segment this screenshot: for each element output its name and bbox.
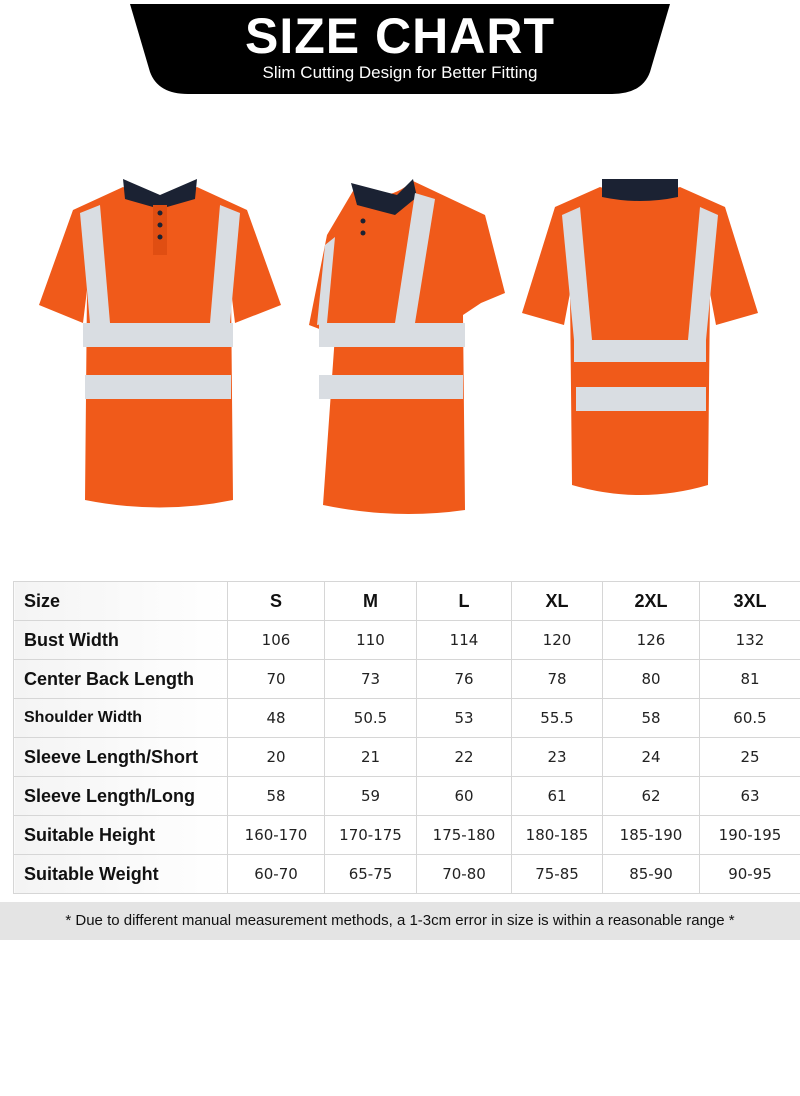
table-cell: 58	[603, 699, 700, 738]
table-cell: 170-175	[325, 816, 417, 855]
table-cell: 160-170	[228, 816, 325, 855]
table-cell: 185-190	[603, 816, 700, 855]
front-view-shirt-image	[35, 175, 285, 515]
table-row	[14, 660, 800, 699]
table-row	[14, 738, 800, 777]
table-cell: 110	[325, 621, 417, 660]
table-cell: 70	[228, 660, 325, 699]
table-row	[14, 699, 800, 738]
row-label: Suitable Weight	[14, 855, 228, 894]
column-header-2xl: 2XL	[603, 582, 700, 621]
table-cell: 114	[417, 621, 512, 660]
row-label: Suitable Height	[14, 816, 228, 855]
table-cell: 65-75	[325, 855, 417, 894]
table-cell: 62	[603, 777, 700, 816]
table-cell: 126	[603, 621, 700, 660]
size-chart-table	[13, 581, 800, 894]
table-cell: 22	[417, 738, 512, 777]
table-cell: 60	[417, 777, 512, 816]
column-header-s: S	[228, 582, 325, 621]
table-cell: 61	[512, 777, 603, 816]
measurement-note: * Due to different manual measurement methods, a 1-3cm error in size is within a reasonable range *	[0, 902, 800, 940]
table-cell: 106	[228, 621, 325, 660]
table-header-row	[14, 582, 800, 621]
column-header-3xl: 3XL	[700, 582, 800, 621]
table-cell: 50.5	[325, 699, 417, 738]
table-cell: 48	[228, 699, 325, 738]
page-title: SIZE CHART	[245, 8, 555, 64]
table-cell: 21	[325, 738, 417, 777]
table-cell: 60-70	[228, 855, 325, 894]
column-header-size: Size	[14, 582, 228, 621]
table-cell: 180-185	[512, 816, 603, 855]
table-cell: 80	[603, 660, 700, 699]
column-header-xl: XL	[512, 582, 603, 621]
back-view-shirt-image	[520, 175, 760, 505]
table-cell: 75-85	[512, 855, 603, 894]
table-cell: 23	[512, 738, 603, 777]
table-cell: 76	[417, 660, 512, 699]
table-row	[14, 777, 800, 816]
table-cell: 78	[512, 660, 603, 699]
header-banner	[0, 0, 800, 100]
table-row	[14, 621, 800, 660]
table-cell: 24	[603, 738, 700, 777]
table-cell: 60.5	[700, 699, 800, 738]
table-cell: 90-95	[700, 855, 800, 894]
table-cell: 132	[700, 621, 800, 660]
side-view-shirt-image	[305, 175, 515, 520]
table-cell: 81	[700, 660, 800, 699]
row-label: Bust Width	[14, 621, 228, 660]
row-label: Sleeve Length/Short	[14, 738, 228, 777]
table-cell: 120	[512, 621, 603, 660]
table-cell: 63	[700, 777, 800, 816]
table-cell: 190-195	[700, 816, 800, 855]
column-header-m: M	[325, 582, 417, 621]
table-cell: 59	[325, 777, 417, 816]
row-label: Shoulder Width	[14, 699, 228, 738]
row-label: Sleeve Length/Long	[14, 777, 228, 816]
page-subtitle: Slim Cutting Design for Better Fitting	[262, 63, 538, 82]
table-cell: 70-80	[417, 855, 512, 894]
table-row	[14, 816, 800, 855]
table-cell: 25	[700, 738, 800, 777]
table-cell: 85-90	[603, 855, 700, 894]
row-label: Center Back Length	[14, 660, 228, 699]
table-cell: 58	[228, 777, 325, 816]
table-row	[14, 855, 800, 894]
table-cell: 20	[228, 738, 325, 777]
table-cell: 53	[417, 699, 512, 738]
column-header-l: L	[417, 582, 512, 621]
table-cell: 175-180	[417, 816, 512, 855]
table-cell: 73	[325, 660, 417, 699]
table-cell: 55.5	[512, 699, 603, 738]
